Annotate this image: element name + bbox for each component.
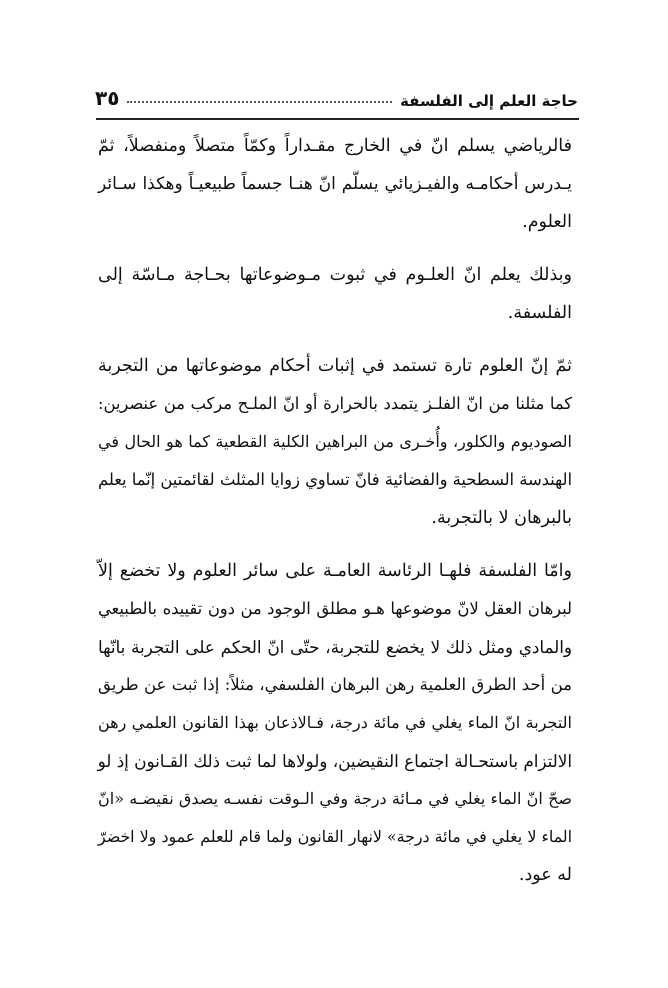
text-line: التجربة انّ الماء يغلي في مائة درجة، فـالاذعان بهذا القانون العلمي رهن [98,713,572,732]
text-line: لبرهان العقل لانّ موضوعها هـو مطلق الوجود من دون تقييده بالطبيعي [98,599,572,618]
text-line: من أحد الطرق العلمية رهن البرهان الفلسفي، مثلاً: إذا ثبت عن طريق [98,675,572,694]
text-line: الالتزام باستحـالة اجتماع النقيضين، ولولاها لما ثبت ذلك القـانون إذ لو [97,751,572,771]
body-text [98,127,572,894]
text-line: الماء لا يغلي في مائة درجة» لانهار القانون ولما قام للعلم عمود ولا اخضرّ [98,827,572,846]
paragraph [98,127,572,241]
text-line: ثمّ إنّ العلوم تارة تستمد في إثبات أحكام موضوعاتها من التجربة [98,356,572,376]
text-line: وبذلك يعلم انّ العلـوم في ثبوت مـوضوعاتها بحـاجة مـاسّة إلى [98,265,572,285]
text-line: والمادي ومثل ذلك لا يخضع للتجربة، حتّى انّ الحكم على التجربة بانّها [98,637,572,657]
paragraph [98,552,572,894]
text-line: صحّ انّ الماء يغلي في مـائة درجة وفي الـوقت نفسـه يصدق نقيضـه «انّ [98,789,572,808]
running-title: حاجة العلم إلى الفلسفة [400,92,578,110]
text-line: الصوديوم والكلور، وأُخـرى من البراهين الكلية القطعية كما هو الحال في [98,432,572,451]
page-number: ٣٥ [95,86,120,110]
text-line: بالبرهان لا بالتجربة. [431,508,572,528]
leader-dots [127,101,392,103]
text-line: العلوم. [522,212,572,232]
paragraph [98,256,572,332]
text-line: له عود. [518,865,572,885]
paragraph [98,347,572,537]
text-line: وامّا الفلسفة فلهـا الرئاسة العامـة على سائر العلوم ولا تخضع إلاّ [98,561,572,581]
text-line: الفلسفة. [507,303,572,323]
text-line: فالرياضي يسلم انّ في الخارج مقـداراً وكمّاً متصلاً ومنفصلاً، ثمّ [98,136,572,156]
text-line: يـدرس أحكامـه والفيـزيائي يسلّم انّ هنـا جسماً طبيعيـاً وهكذا سـائر [98,174,572,194]
header-rule [96,118,579,120]
text-line: كما مثلنا من انّ الفلـز يتمدد بالحرارة أو انّ الملـح مركب من عنصرين: [98,394,572,413]
running-header [95,82,578,110]
text-line: الهندسة السطحية والفضائية فانّ تساوي زوايا المثلث لقائمتين إنّما يعلم [98,470,572,489]
